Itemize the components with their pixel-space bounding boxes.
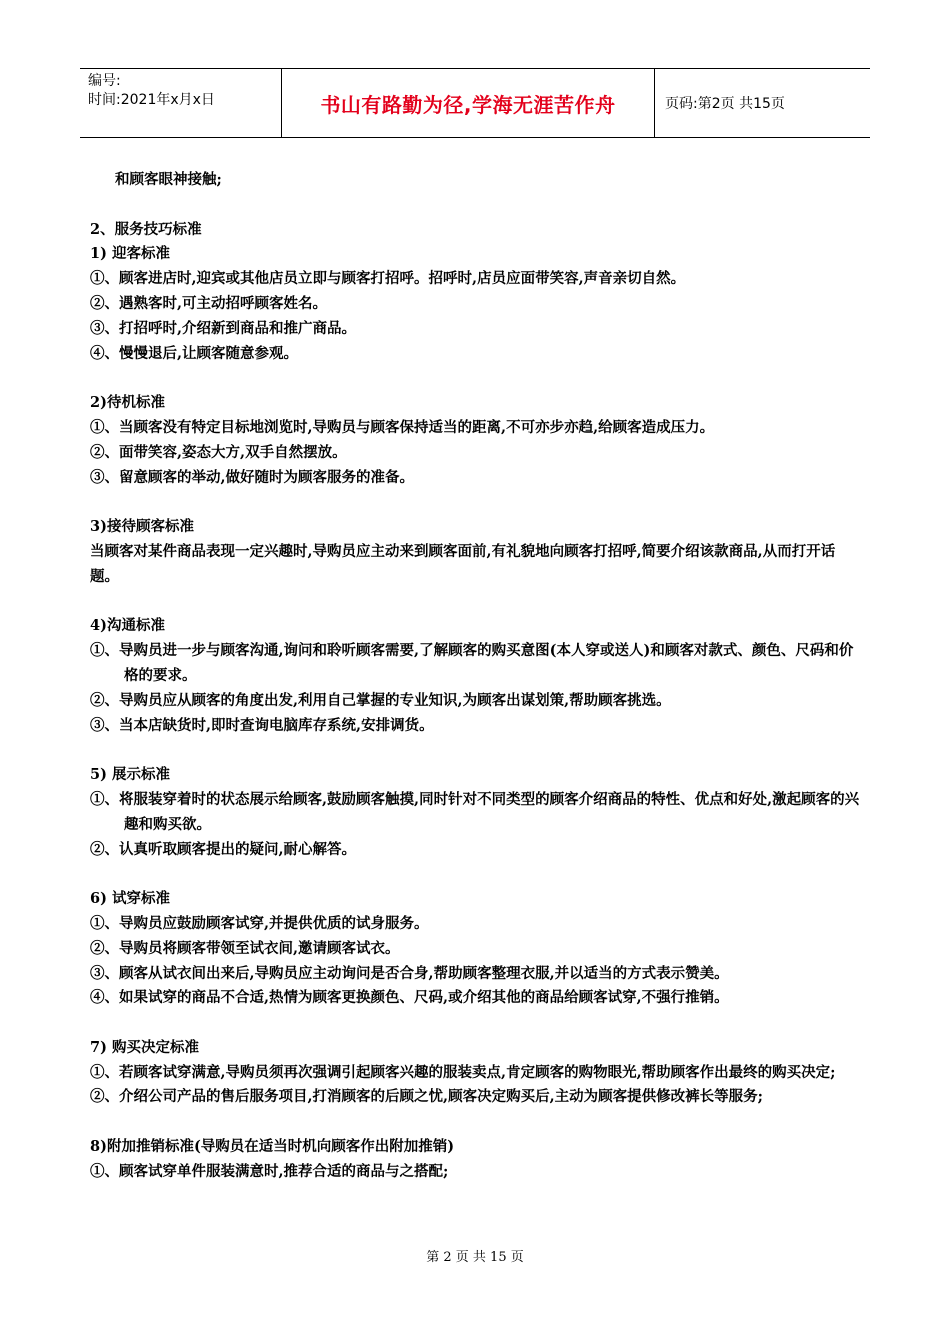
subsection-heading: 6) 试穿标准 xyxy=(90,890,170,908)
list-item: ①、当顾客没有特定目标地浏览时,导购员与顾客保持适当的距离,不可亦步亦趋,给顾客造成压力。 xyxy=(90,418,715,436)
subsection-heading: 8)附加推销标准(导购员在适当时机向顾客作出附加推销) xyxy=(90,1138,455,1156)
subsection-heading: 5) 展示标准 xyxy=(90,766,170,784)
subsection-heading: 1) 迎客标准 xyxy=(90,245,170,263)
list-item: ①、导购员应鼓励顾客试穿,并提供优质的试身服务。 xyxy=(90,914,429,932)
list-item: ①、顾客试穿单件服装满意时,推荐合适的商品与之搭配; xyxy=(90,1162,449,1180)
list-item: ③、留意顾客的举动,做好随时为顾客服务的准备。 xyxy=(90,468,415,486)
header-motto: 书山有路勤为径,学海无涯苦作舟 xyxy=(282,69,655,137)
page-header xyxy=(80,68,870,138)
section-heading: 2、服务技巧标准 xyxy=(90,220,202,238)
document-body xyxy=(90,168,862,1185)
list-item: ③、顾客从试衣间出来后,导购员应主动询问是否合身,帮助顾客整理衣服,并以适当的方式表示赞美。 xyxy=(90,964,729,982)
list-item: ②、遇熟客时,可主动招呼顾客姓名。 xyxy=(90,294,328,312)
header-page-info: 页码:第2页 共15页 xyxy=(665,96,785,112)
list-item: ①、将服装穿着时的状态展示给顾客,鼓励顾客触摸,同时针对不同类型的顾客介绍商品的特性、优点和好处,激起顾客的兴趣和购买欲。 xyxy=(90,790,860,833)
list-item: ③、打招呼时,介绍新到商品和推广商品。 xyxy=(90,319,357,337)
list-item: ②、导购员将顾客带领至试衣间,邀请顾客试衣。 xyxy=(90,939,400,957)
list-item: ③、当本店缺货时,即时查询电脑库存系统,安排调货。 xyxy=(90,716,434,734)
paragraph: 当顾客对某件商品表现一定兴趣时,导购员应主动来到顾客面前,有礼貌地向顾客打招呼,简要介绍该款商品,从而打开话题。 xyxy=(90,542,836,585)
subsection-heading: 7) 购买决定标准 xyxy=(90,1038,199,1056)
document-date: 时间:2021年x月x日 xyxy=(88,92,215,108)
subsection-heading: 2)待机标准 xyxy=(90,394,165,412)
list-item: ①、顾客进店时,迎宾或其他店员立即与顾客打招呼。招呼时,店员应面带笑容,声音亲切自然。 xyxy=(90,270,686,288)
subsection-heading: 3)接待顾客标准 xyxy=(90,518,194,536)
list-item: ②、导购员应从顾客的角度出发,利用自己掌握的专业知识,为顾客出谋划策,帮助顾客挑选。 xyxy=(90,691,671,709)
list-item: ②、认真听取顾客提出的疑问,耐心解答。 xyxy=(90,840,357,858)
list-item: ②、介绍公司产品的售后服务项目,打消顾客的后顾之忧,顾客决定购买后,主动为顾客提供修改裤长等服务; xyxy=(90,1088,763,1106)
header-meta xyxy=(80,69,282,137)
list-item: ①、若顾客试穿满意,导购员须再次强调引起顾客兴趣的服装卖点,肯定顾客的购物眼光,帮助顾客作出最终的购买决定; xyxy=(90,1063,836,1081)
list-item: ④、慢慢退后,让顾客随意参观。 xyxy=(90,344,299,362)
page-footer: 第 2 页 共 15 页 xyxy=(426,1250,524,1265)
list-item: ①、导购员进一步与顾客沟通,询问和聆听顾客需要,了解顾客的购买意图(本人穿或送人)和顾客对款式、颜色、尺码和价格的要求。 xyxy=(90,642,854,684)
list-item: ④、如果试穿的商品不合适,热情为顾客更换颜色、尺码,或介绍其他的商品给顾客试穿,不强行推销。 xyxy=(90,989,729,1007)
list-item: ②、面带笑容,姿态大方,双手自然摆放。 xyxy=(90,443,347,461)
subsection-heading: 4)沟通标准 xyxy=(90,617,165,635)
body-line: 和顾客眼神接触; xyxy=(115,171,222,188)
document-number: 编号: xyxy=(88,73,121,89)
